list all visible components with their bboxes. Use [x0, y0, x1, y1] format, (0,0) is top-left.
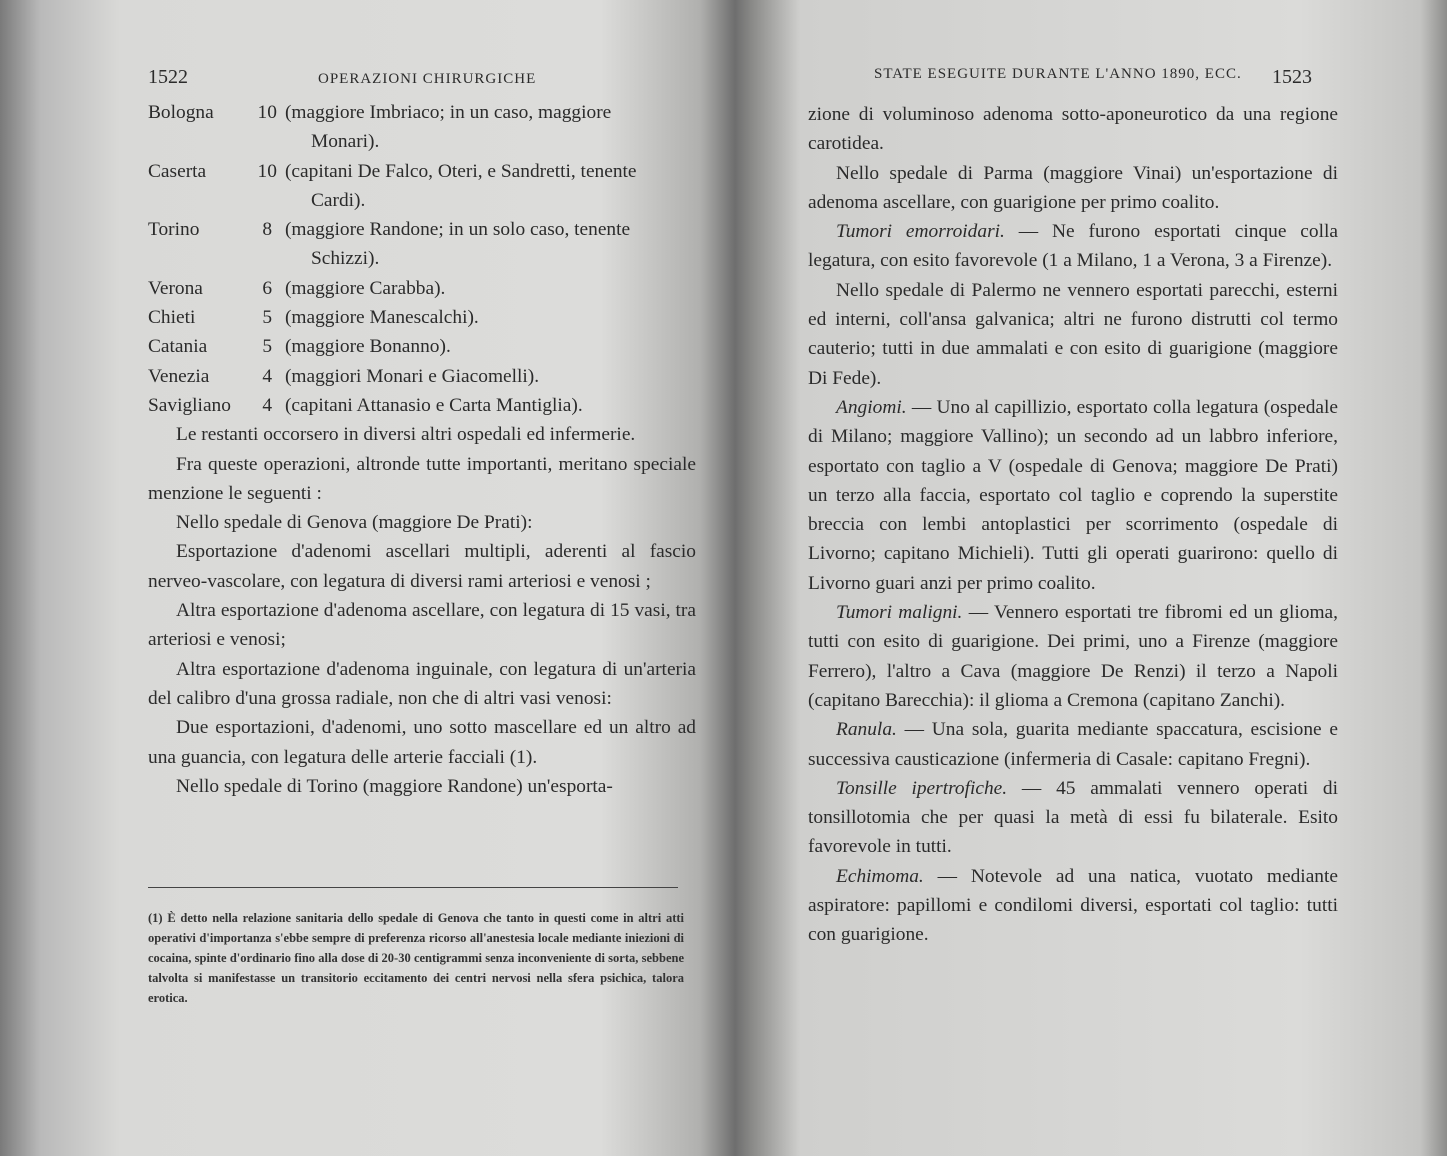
paragraph [808, 862, 1338, 950]
city-table [148, 98, 696, 420]
city-row [148, 157, 696, 216]
operation-count: 4 [262, 394, 273, 416]
surgeon-detail [285, 157, 696, 216]
surgeon-detail [285, 274, 696, 303]
left-page-number [148, 66, 188, 89]
paragraph-text: — Notevole ad una natica, vuotato mediante aspiratore: papillomi e condilomi diversi, esportati col taglio: tutti con guarigione. [808, 865, 1338, 946]
paragraph: Nello spedale di Genova (maggiore De Prati): [176, 512, 533, 534]
right-page [752, 0, 1447, 1156]
surgeon-detail [285, 98, 696, 157]
section-heading: Tumori emorroidari. [836, 221, 1005, 243]
surgeon-detail [285, 303, 696, 332]
operation-count: 5 [262, 307, 273, 329]
paragraph [808, 159, 1338, 218]
paragraph-text: Nello spedale di Parma (maggiore Vinai) un'esportazione di adenoma ascellare, con guarigione per primo coalito. [808, 162, 1338, 213]
page-number: 1522 [148, 66, 188, 88]
paragraph-text: — Ne furono esportati cinque colla legatura, con esito favorevole (1 a Milano, 1 a Verona, 3 a Firenze). [808, 221, 1338, 272]
detail-text: (maggiore Imbriaco; in un caso, maggiore [284, 102, 612, 123]
left-running-head: OPERAZIONI CHIRURGICHE [318, 71, 537, 87]
surgeon-detail [285, 215, 696, 274]
right-body [808, 100, 1338, 950]
detail-continuation: Cardi). [310, 189, 366, 211]
city-name: Caserta [148, 160, 207, 182]
section-heading: Tumori maligni. [836, 602, 963, 624]
operation-count: 6 [262, 277, 273, 299]
paragraph-text: — Vennero esportati tre fibromi ed un glioma, tutti con esito di guarigione. Dei primi, uno a Firenze (maggiore Ferrero), l'altro a Cava (maggiore De Renzi) il terzo a Napoli (capitano Barecchia): il glioma a Cremona (capitano Zanchi). [808, 602, 1338, 711]
paragraph: Altra esportazione d'adenoma ascellare, con legatura di 15 vasi, tra arteriosi e venosi; [148, 600, 696, 651]
operation-count: 4 [262, 365, 273, 387]
city-row [148, 215, 696, 274]
paragraph [808, 217, 1338, 276]
section-heading: Echimoma. [836, 865, 924, 887]
footnote: (1) È detto nella relazione sanitaria dello spedale di Genova che tanto in questi come in altri atti operativi d'importanza s'ebbe sempre di preferenza ricorso all'anestesia locale mediante iniezioni di cocaina, spinte d'ordinario fino alla dose di 20-30 centigrammi senza inconveniente di sorta, sebbene talvolta si manifestasse un transitorio eccitamento dei centri nervosi nella sfera psichica, talora erotica. [148, 911, 684, 1005]
page-number: 1523 [1272, 66, 1312, 88]
city-row [148, 98, 696, 157]
paragraph-text: — Uno al capillizio, esportato colla legatura (ospedale di Milano; maggiore Vallino); un secondo ad un labbro inferiore, esportato con taglio a V (ospedale di Genova; maggiore De Prati) un terzo alla faccia, esportato col taglio e coprendo la superstite breccia con lembi antoplastici per scorrimento (ospedale di Livorno; capitano Michieli). Tutti gli operati guarirono: quello di Livorno guari anzi per primo coalito. [808, 396, 1338, 594]
detail-text: (capitani De Falco, Oteri, e Sandretti, tenente [284, 160, 637, 182]
detail-text: (maggiore Manescalchi). [284, 307, 479, 329]
paragraph: Esportazione d'adenomi ascellari multipli, aderenti al fascio nerveo-vascolare, con legatura di diversi rami arteriosi e venosi ; [148, 541, 696, 592]
city-name: Verona [148, 277, 203, 299]
detail-text: (capitani Attanasio e Carta Mantiglia). [284, 394, 583, 416]
paragraph: Due esportazioni, d'adenomi, uno sotto mascellare ed un altro ad una guancia, con legatura delle arterie facciali (1). [148, 717, 696, 768]
section-heading: Ranula. [836, 719, 897, 741]
section-heading: Angiomi. [836, 396, 907, 418]
paragraph: Nello spedale di Torino (maggiore Randone) un'esporta- [176, 775, 613, 797]
detail-text: (maggiore Randone; in un solo caso, tenente [284, 219, 631, 241]
city-name: Torino [148, 219, 200, 241]
paragraph-text: Nello spedale di Palermo ne vennero esportati parecchi, esterni ed interni, coll'ansa galvanica; altri ne furono distrutti col termo cauterio; tutti in due ammalati e con esito di guarigione (maggiore Di Fede). [808, 279, 1338, 389]
right-page-number [1272, 66, 1312, 89]
surgeon-detail [285, 391, 696, 420]
detail-continuation: Monari). [310, 131, 380, 153]
operation-count: 10 [257, 160, 277, 182]
city-row [148, 303, 696, 332]
left-body [148, 98, 696, 801]
city-row [148, 274, 696, 303]
city-row [148, 391, 696, 420]
detail-continuation: Schizzi). [310, 248, 380, 270]
city-name: Bologna [148, 102, 214, 123]
paragraph [808, 276, 1338, 393]
paragraph [808, 100, 1338, 159]
paragraph [808, 774, 1338, 862]
detail-text: (maggiore Carabba). [284, 277, 446, 299]
paragraph [808, 715, 1338, 774]
detail-text: (maggiori Monari e Giacomelli). [284, 365, 540, 387]
city-name: Catania [148, 336, 208, 358]
operation-count: 8 [262, 219, 273, 241]
city-row [148, 362, 696, 391]
paragraph: Fra queste operazioni, altronde tutte importanti, meritano speciale menzione le seguenti : [148, 453, 696, 504]
surgeon-detail [285, 332, 696, 361]
section-heading: Tonsille ipertrofiche. [836, 777, 1008, 799]
operation-count: 5 [262, 336, 273, 358]
city-name: Chieti [148, 307, 196, 329]
paragraph-text: — Una sola, guarita mediante spaccatura, escisione e successiva causticazione (infermeria di Casale: capitano Fregni). [808, 719, 1338, 770]
paragraph-text: zione di voluminoso adenoma sotto-aponeurotico da una regione carotidea. [808, 104, 1338, 155]
city-name: Savigliano [148, 394, 231, 416]
paragraph: Le restanti occorsero in diversi altri ospedali ed infermerie. [176, 424, 636, 446]
footnote-rule [148, 887, 678, 888]
operation-count: 10 [257, 102, 277, 123]
right-running-head: STATE ESEGUITE DURANTE L'ANNO 1890, ECC. [874, 66, 1242, 82]
detail-text: (maggiore Bonanno). [284, 336, 451, 358]
paragraph [808, 598, 1338, 715]
paragraph: Altra esportazione d'adenoma inguinale, con legatura di un'arteria del calibro d'una grossa radiale, non che di altri vasi venosi: [148, 658, 696, 709]
city-row [148, 332, 696, 361]
surgeon-detail [285, 362, 696, 391]
paragraph [808, 393, 1338, 598]
paragraph-text: — 45 ammalati vennero operati di tonsillotomia che per quasi la metà di essi fu bilaterale. Esito favorevole in tutti. [808, 777, 1339, 858]
city-name: Venezia [148, 365, 210, 387]
